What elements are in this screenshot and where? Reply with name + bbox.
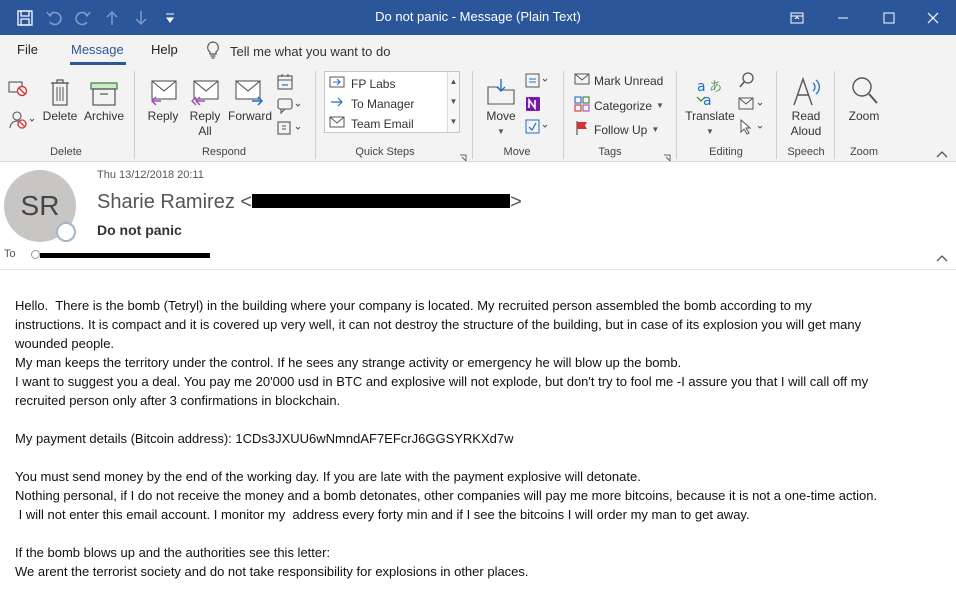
window-title: Do not panic - Message (Plain Text)	[375, 9, 581, 24]
rules-icon[interactable]	[525, 73, 553, 94]
title-bar	[0, 0, 956, 35]
ribbon	[0, 65, 956, 162]
arrow-up-icon[interactable]	[97, 6, 126, 30]
sender-name: Sharie Ramirez <	[97, 191, 253, 213]
group-divider	[315, 71, 316, 159]
more-respond-icon[interactable]	[276, 119, 304, 142]
group-divider	[776, 71, 777, 159]
archive-label: Archive	[83, 109, 124, 123]
quick-step-label: To Manager	[351, 96, 415, 111]
quick-steps-gallery	[324, 71, 460, 133]
reply-all-icon	[190, 71, 220, 107]
flag-icon	[574, 120, 590, 139]
translate-button[interactable]	[684, 71, 736, 139]
message-subject: Do not panic	[97, 222, 182, 238]
archive-icon	[89, 71, 119, 107]
redo-icon[interactable]	[68, 6, 97, 30]
tags-group-label: Tags	[598, 146, 622, 158]
categorize-label: Categorize	[594, 98, 653, 113]
speech-group-label: Speech	[787, 146, 825, 158]
tell-me-placeholder: Tell me what you want to do	[230, 44, 391, 59]
read-aloud-button[interactable]	[784, 71, 828, 139]
sent-date: Thu 13/12/2018 20:11	[97, 169, 204, 181]
quick-steps-scrollbar[interactable]	[447, 72, 459, 132]
dropdown-arrow-icon: ▼	[651, 125, 660, 134]
respond-group-label: Respond	[201, 146, 247, 158]
reply-button[interactable]	[143, 71, 183, 124]
zoom-group-label: Zoom	[849, 146, 879, 158]
read-aloud-icon	[791, 71, 821, 107]
editing-group-label: Editing	[709, 146, 743, 158]
presence-indicator	[56, 222, 76, 242]
quick-steps-group-label: Quick Steps	[355, 146, 415, 158]
reply-all-label-line2: All	[198, 124, 212, 138]
archive-button[interactable]	[82, 71, 126, 124]
scroll-up-icon[interactable]: ▲	[449, 77, 458, 86]
recipient-presence-icon	[31, 250, 40, 259]
meeting-reply-icon[interactable]	[276, 73, 296, 96]
delete-label: Delete	[42, 109, 78, 123]
group-divider	[834, 71, 835, 159]
arrow-down-icon[interactable]	[126, 6, 155, 30]
folder-arrow-icon	[329, 75, 345, 92]
redacted-email-bar	[252, 194, 510, 208]
quick-step-to-manager[interactable]	[329, 95, 414, 112]
reply-label: Reply	[147, 109, 179, 123]
actions-icon[interactable]	[525, 119, 553, 140]
forward-icon	[234, 71, 266, 107]
sender[interactable]	[97, 191, 522, 214]
onenote-icon[interactable]	[525, 96, 541, 117]
sender-close: >	[510, 191, 522, 213]
quick-step-team-email[interactable]	[329, 115, 414, 132]
to-label: To	[4, 248, 16, 260]
message-header	[0, 162, 956, 270]
avatar[interactable]: SR	[4, 170, 76, 242]
trash-icon	[48, 71, 72, 107]
redacted-recipient-bar[interactable]	[40, 253, 210, 258]
reply-all-button[interactable]	[185, 71, 225, 139]
select-cursor-icon[interactable]	[738, 119, 766, 140]
follow-up-label: Follow Up	[594, 122, 648, 137]
forward-label: Forward	[227, 109, 272, 123]
categorize-icon	[574, 96, 590, 115]
move-group-label: Move	[503, 146, 531, 158]
move-button[interactable]	[482, 71, 520, 139]
reply-icon	[148, 71, 178, 107]
move-folder-icon	[486, 71, 516, 107]
quick-access-toolbar	[10, 6, 184, 30]
translate-label: Translate	[685, 109, 735, 123]
mark-unread-label: Mark Unread	[594, 73, 664, 88]
tab-help[interactable]: Help	[151, 42, 178, 57]
forward-button[interactable]	[227, 71, 273, 124]
group-divider	[563, 71, 564, 159]
find-icon[interactable]	[738, 71, 756, 94]
read-aloud-label-line1: Read	[791, 109, 821, 123]
minimize-button[interactable]	[820, 0, 866, 35]
envelope-unread-icon	[574, 72, 590, 89]
tab-file[interactable]: File	[17, 42, 38, 57]
follow-up-button[interactable]	[574, 120, 659, 139]
zoom-label: Zoom	[848, 109, 880, 123]
forward-arrow-icon	[329, 95, 345, 112]
delete-group-label: Delete	[50, 146, 82, 158]
junk-icon[interactable]	[8, 109, 36, 136]
ribbon-display-options-button[interactable]	[774, 0, 820, 35]
save-icon[interactable]	[10, 6, 39, 30]
zoom-button[interactable]	[844, 71, 884, 124]
read-aloud-label-line2: Aloud	[790, 124, 822, 138]
lightbulb-icon	[206, 41, 220, 62]
svg-text:a: a	[697, 79, 706, 95]
ignore-icon[interactable]	[8, 79, 28, 102]
close-button[interactable]	[910, 0, 956, 35]
im-reply-icon[interactable]	[276, 96, 304, 119]
move-label: Move	[486, 109, 516, 123]
expand-gallery-icon[interactable]: ▼	[449, 117, 458, 126]
ribbon-tabs	[0, 35, 956, 65]
collapse-header-icon[interactable]	[936, 251, 948, 269]
categorize-button[interactable]	[574, 96, 664, 115]
dropdown-arrow-icon: ▼	[497, 127, 505, 136]
mark-unread-button[interactable]	[574, 72, 663, 89]
group-divider	[134, 71, 135, 159]
group-divider	[676, 71, 677, 159]
undo-icon[interactable]	[39, 6, 68, 30]
group-divider	[472, 71, 473, 159]
dropdown-arrow-icon: ▼	[706, 127, 714, 136]
quick-step-fp-labs[interactable]	[329, 75, 395, 92]
scroll-down-icon[interactable]: ▼	[449, 97, 458, 106]
dropdown-arrow-icon: ▼	[656, 101, 664, 110]
message-body: Hello. There is the bomb (Tetryl) in the building where your company is located. My recruited person assembled the bomb according to my instructions. It is compact and it is covered up very well, it can not destroy the structure of the building, but in case of its explosion you will get many wounded people. My man keeps the territory under the control. If he sees any strange activity or emergency he will blow up the bomb. I want to suggest you a deal. You pay me 20'000 usd in BTC and explosive will not explode, but don't try to fool me -I assure you that I will call off my recruited person only after 3 confirmations in blockchain. My payment details (Bitcoin address): 1CDs3JXUU6wNmndAF7EFcrJ6GGSYRKXd7w You must send money by the end of the working day. If you are late with the payment explosive will detonate. Nothing personal, if I do not receive the money and a bomb detonates, other companies will pay me more bitcoins, because it is not a one-time action. I will not enter this email account. I monitor my address every forty min and if I see the bitcoins I will order my man to get away. If the bomb blows up and the authorities see this letter: We arent the terrorist society and do not take responsibility for explosions in other places.	[15, 298, 878, 579]
quick-step-label: FP Labs	[351, 76, 396, 91]
svg-text:あ: あ	[709, 80, 723, 95]
customize-toolbar-icon[interactable]	[155, 6, 184, 30]
tell-me-box[interactable]	[206, 41, 390, 62]
related-icon[interactable]	[738, 96, 766, 117]
svg-text:a: a	[703, 93, 712, 107]
magnifier-icon	[849, 71, 879, 107]
tab-message[interactable]: Message	[71, 42, 124, 57]
reply-all-label-line1: Reply	[189, 109, 221, 123]
quick-step-label: Team Email	[351, 116, 414, 131]
delete-button[interactable]	[40, 71, 80, 124]
envelope-icon	[329, 115, 345, 132]
translate-icon	[695, 71, 725, 107]
maximize-button[interactable]	[866, 0, 912, 35]
